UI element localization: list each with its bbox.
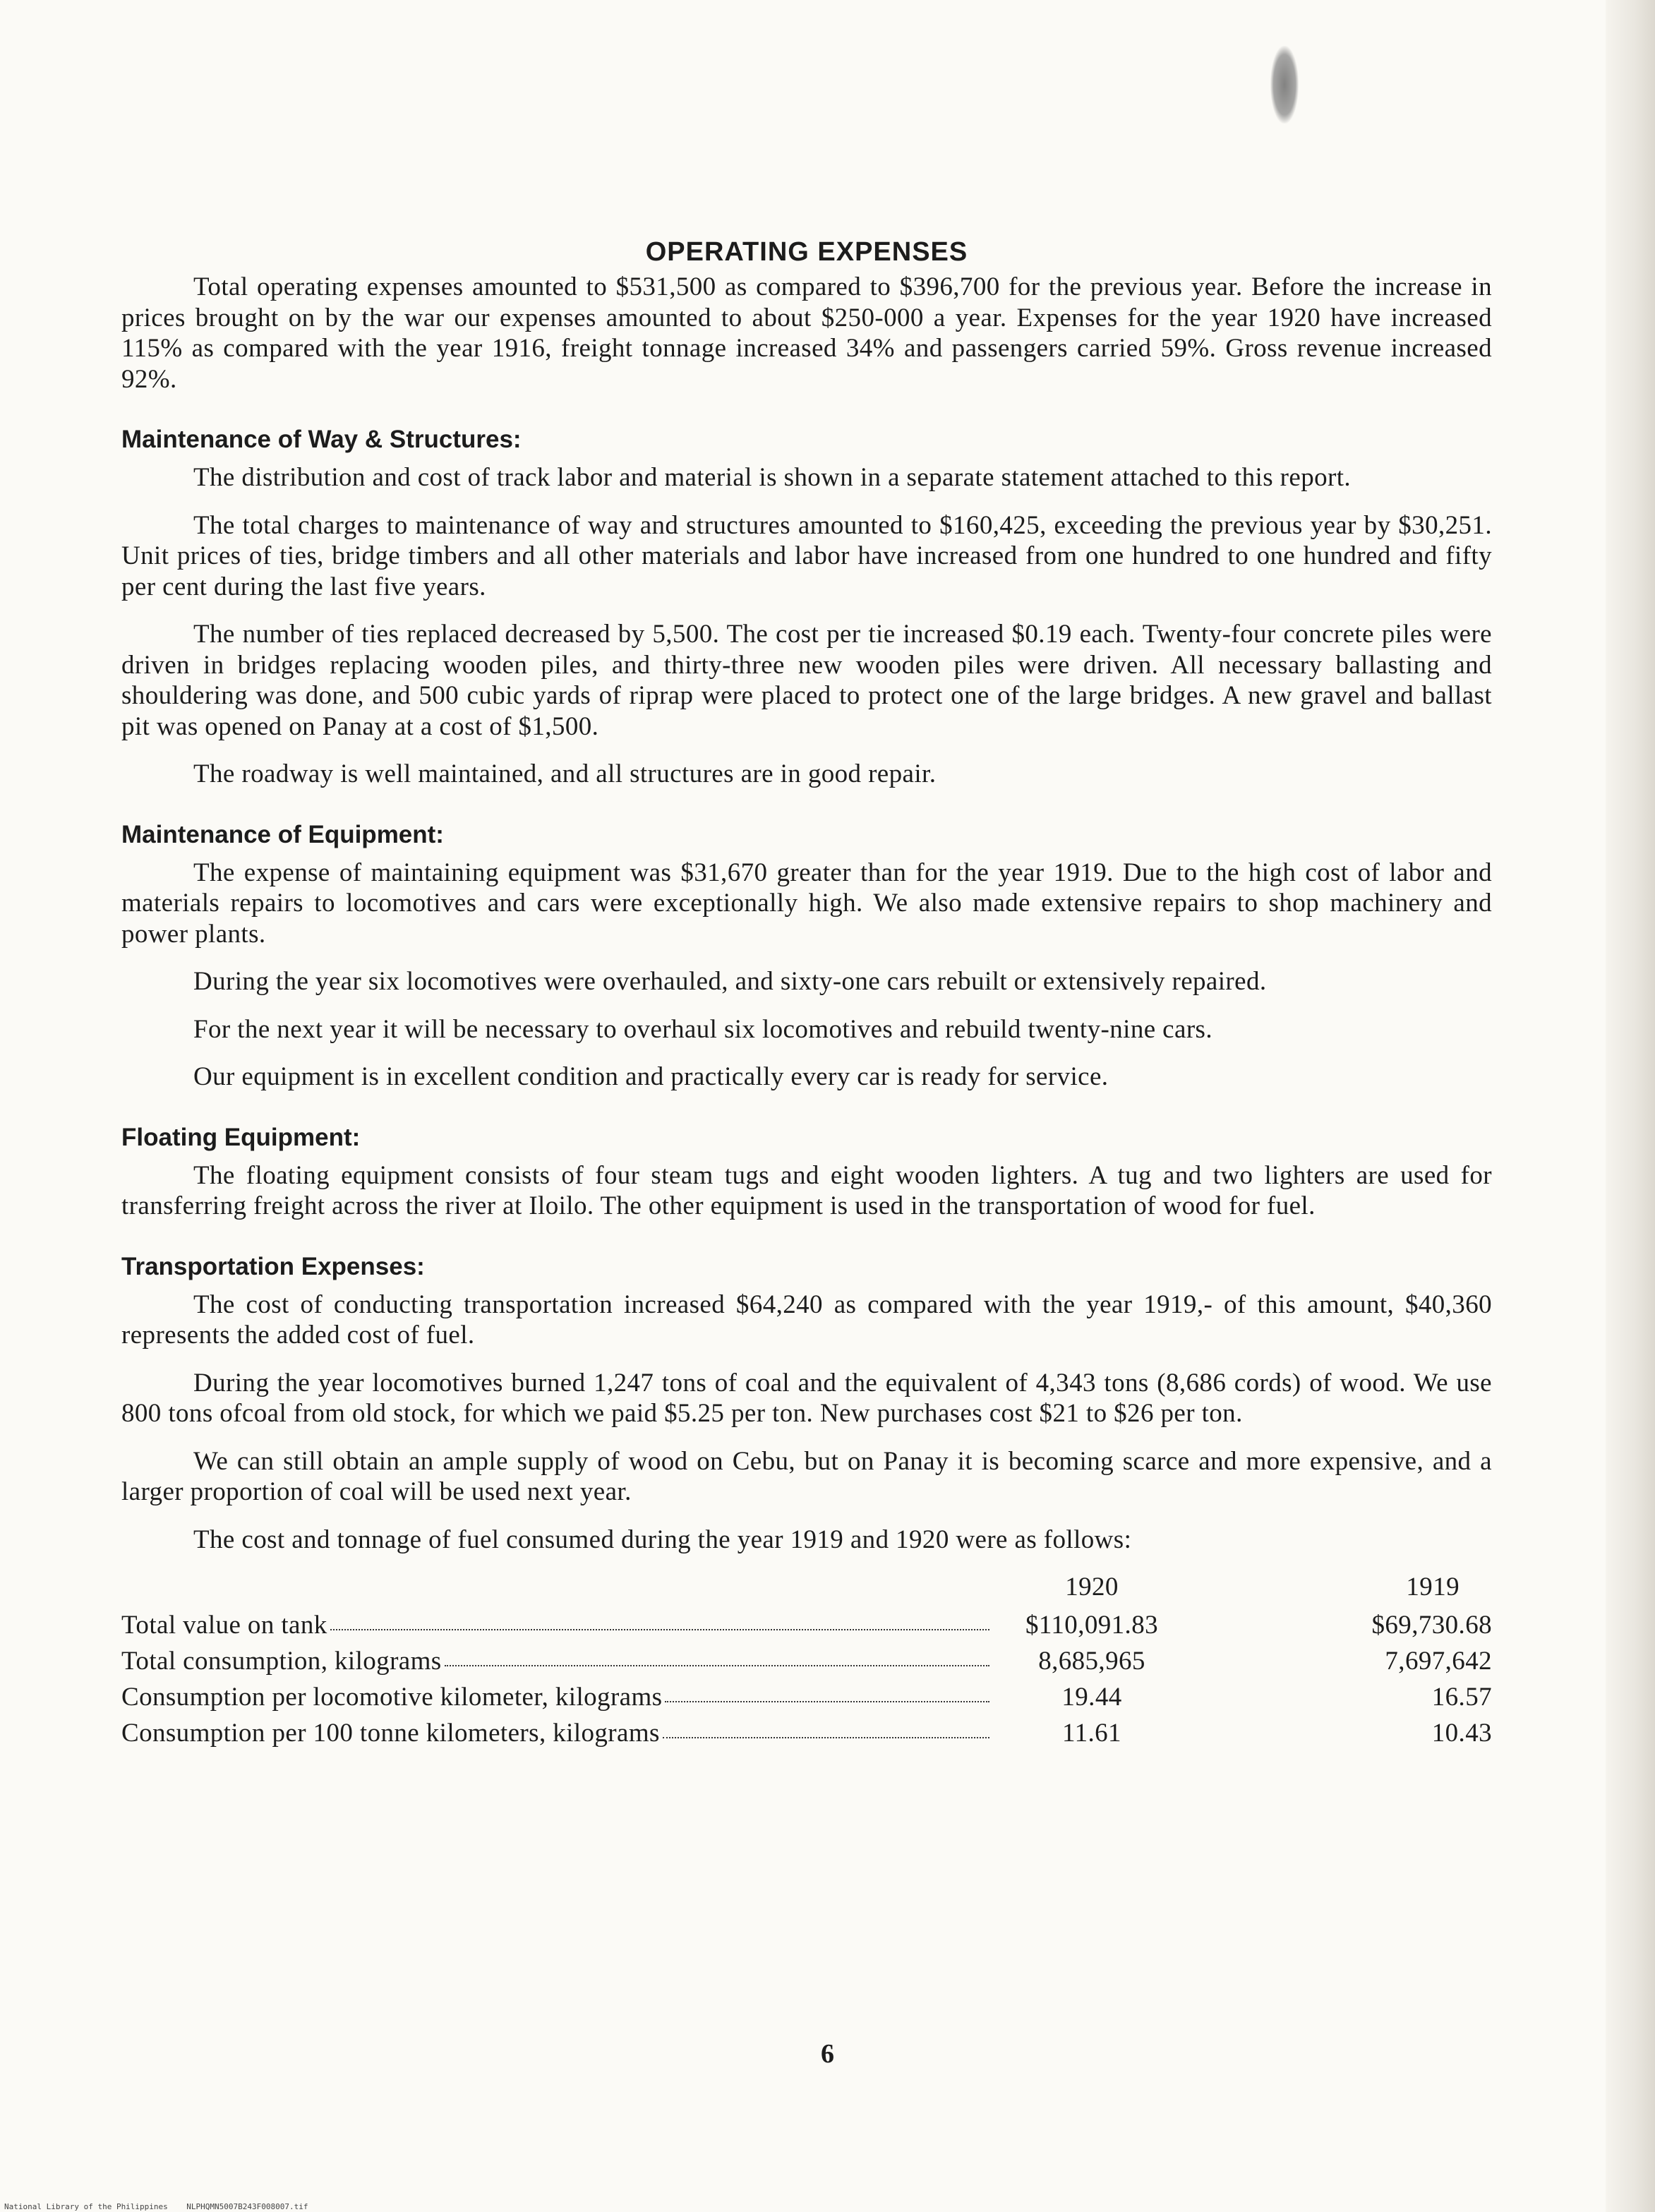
paragraph: During the year locomotives burned 1,247 tons of coal and the equivalent of 4,343 tons (8,686 cords) of wood. We use 800 tons ofcoal from old stock, for which we paid $5.25 per ton. New purchases cost $21 to $26 per ton. xyxy=(121,1368,1492,1428)
table-row xyxy=(121,1718,1492,1754)
section-heading: Maintenance of Equipment: xyxy=(121,820,444,848)
document-body xyxy=(121,233,1492,1754)
fuel-table xyxy=(121,1572,1492,1754)
paragraph: The cost of conducting transportation increased $64,240 as compared with the year 1919,- of this amount, $40,360 represents the added cost of fuel. xyxy=(121,1290,1492,1350)
section-heading: Maintenance of Way & Structures: xyxy=(121,426,522,453)
section-floating-equipment xyxy=(121,1124,1492,1222)
value-1919: 7,697,642 xyxy=(1385,1647,1492,1676)
section-heading: Floating Equipment: xyxy=(121,1123,361,1151)
column-header-1919: 1919 xyxy=(1406,1573,1460,1601)
dot-leader xyxy=(445,1665,989,1666)
page-edge-shadow xyxy=(1606,0,1655,2212)
row-label: Consumption per 100 tonne kilometers, kilograms xyxy=(121,1719,660,1748)
value-1919: 16.57 xyxy=(1431,1683,1492,1712)
dot-leader xyxy=(330,1629,989,1630)
row-label: Total value on tank xyxy=(121,1611,327,1640)
intro-paragraph: Total operating expenses amounted to $531,500 as compared to $396,700 for the previous year. Before the increase in prices brought on by the war our expenses amounted to about $250-000 a year. Expenses for the year 1920 have increased 115% as compared with the year 1916, freight tonnage increased 34% and passengers carried 59%. Gross revenue increased 92%. xyxy=(121,272,1492,394)
paper-stain xyxy=(1270,46,1299,124)
paragraph: The roadway is well maintained, and all structures are in good repair. xyxy=(193,759,937,788)
value-1919: $69,730.68 xyxy=(1371,1611,1492,1640)
section-maintenance-of-equipment xyxy=(121,821,1492,1093)
paragraph: The total charges to maintenance of way and structures amounted to $160,425, exceeding the previous year by $30,251. Unit prices of ties, bridge timbers and all other materials and labor have increased from one hundred to one hundred and fifty per cent during the last five years. xyxy=(121,510,1492,601)
paragraph: For the next year it will be necessary to overhaul six locomotives and rebuild twenty-nine cars. xyxy=(193,1014,1213,1044)
value-1920: 8,685,965 xyxy=(1038,1647,1145,1676)
section-maintenance-of-way xyxy=(121,426,1492,790)
paragraph: The cost and tonnage of fuel consumed during the year 1919 and 1920 were as follows: xyxy=(193,1525,1132,1554)
section-transportation-expenses xyxy=(121,1253,1492,1556)
value-1919: 10.43 xyxy=(1431,1719,1492,1748)
section-heading: Transportation Expenses: xyxy=(121,1252,425,1280)
dot-leader xyxy=(663,1737,989,1738)
paragraph: During the year six locomotives were overhauled, and sixty-one cars rebuilt or extensively repaired. xyxy=(193,967,1267,996)
row-label: Consumption per locomotive kilometer, kilograms xyxy=(121,1683,663,1712)
fuel-table-header xyxy=(121,1572,1492,1610)
row-label: Total consumption, kilograms xyxy=(121,1647,442,1676)
table-row xyxy=(121,1610,1492,1646)
paragraph: Our equipment is in excellent condition and practically every car is ready for service. xyxy=(193,1062,1109,1091)
value-1920: 11.61 xyxy=(1062,1719,1121,1748)
page-title: OPERATING EXPENSES xyxy=(645,237,968,267)
value-1920: $110,091.83 xyxy=(1025,1611,1159,1640)
value-1920: 19.44 xyxy=(1061,1683,1122,1712)
page-number: 6 xyxy=(821,2039,834,2069)
column-header-1920: 1920 xyxy=(1065,1573,1119,1601)
paragraph: The distribution and cost of track labor and material is shown in a separate statement attached to this report. xyxy=(193,463,1352,492)
paragraph: We can still obtain an ample supply of wood on Cebu, but on Panay it is becoming scarce and more expensive, and a larger proportion of coal will be used next year. xyxy=(121,1446,1492,1506)
paragraph: The number of ties replaced decreased by 5,500. The cost per tie increased $0.19 each. Twenty-four concrete piles were driven in bridges replacing wooden piles, and thirty-three new wooden piles were driven. All necessary ballasting and shouldering was done, and 500 cubic yards of riprap were placed to protect one of the large bridges. A new gravel and ballast pit was opened on Panay at a cost of $1,500. xyxy=(121,620,1492,741)
paragraph: The floating equipment consists of four steam tugs and eight wooden lighters. A tug and two lighters are used for transferring freight across the river at Iloilo. The other equipment is used in the transportation of wood for fuel. xyxy=(121,1160,1492,1220)
table-row xyxy=(121,1682,1492,1718)
dot-leader xyxy=(665,1701,989,1702)
table-row xyxy=(121,1646,1492,1682)
scan-footer: National Library of the Philippines NLPHQMN5007B243F008007.tif xyxy=(4,2202,308,2211)
paragraph: The expense of maintaining equipment was $31,670 greater than for the year 1919. Due to the high cost of labor and materials repairs to locomotives and cars were exceptionally high. We also made extensive repairs to shop machinery and power plants. xyxy=(121,858,1492,949)
